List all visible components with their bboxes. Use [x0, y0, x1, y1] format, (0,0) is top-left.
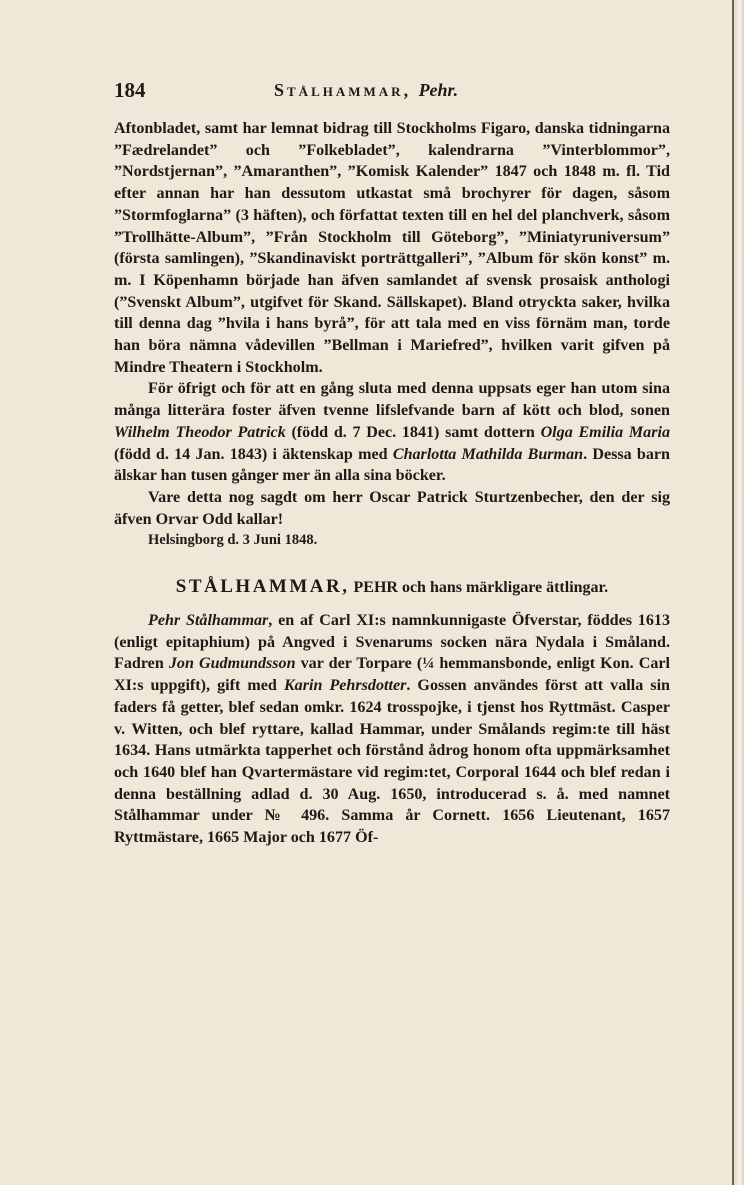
- section-title: [114, 574, 670, 600]
- page-number: 184: [114, 78, 146, 102]
- running-head-sep: ,: [403, 80, 419, 100]
- p2-wife-name: Charlotta Mathilda Burman: [392, 445, 584, 463]
- place-date: Helsingborg d. 3 Juni 1848.: [148, 532, 318, 549]
- p2-text-2: (född d. 7 Dec. 1841) samt dottern: [285, 423, 541, 441]
- page-edge: [732, 0, 744, 1185]
- running-head-name: Pehr.: [418, 80, 459, 100]
- p2-text-1: För öfrigt och för att en gång sluta med denna uppsats eger han utom sina många litterära foster äfven tvenne lifslefvande barn af kött och blod, sonen: [114, 380, 670, 420]
- p4-father-name: Jon Gudmundsson: [168, 655, 296, 673]
- p4-mother-name: Karin Pehrsdotter: [283, 677, 407, 695]
- section-title-rest: PEHR och hans märkligare ättlingar.: [349, 579, 609, 597]
- running-head: [274, 80, 458, 101]
- body-text: [114, 118, 670, 849]
- p4-pehr-name: Pehr Stålhammar: [148, 612, 269, 630]
- page-header: [114, 78, 670, 108]
- p2-daughter-name: Olga Emilia Maria: [540, 423, 671, 441]
- p4-text-3: . Gossen användes först att valla sin faders få getter, blef sedan omkr. 1624 trosspojke, i tjenst hos Ryttmäst. Casper v. Witten, och blef ryttare, kallad Hammar, under Smålands regim:te till häst 1634. Hans utmärkta tapperhet och förstånd ådrog honom ofta uppmärksamhet och 1640 blef han Qvartermästare vid regim:tet, Corporal 1644 och blef redan i denna beställning adlad d. 30 Aug. 1650, introducerad s. å. med namnet Stålhammar under № 496. Samma år Cornett. 1656 Lieutenant, 1657 Ryttmästare, 1665 Major och 1677 Öf-: [114, 677, 670, 847]
- paragraph-1: Aftonbladet, samt har lemnat bidrag till Stockholms Figaro, danska tidningarna ”Fædrelandet” och ”Folkebladet”, kalendrarna ”Vinterblommor”, ”Nordstjernan”, ”Amaranthen”, ”Komisk Kalender” 1847 och 1848 m. fl. Tid efter annan har han dessutom utkastat små brochyrer för dagen, såsom ”Stormfoglarna” (3 häften), och författat texten till en hel del planchverk, såsom ”Trollhätte-Album”, ”Från Stockholm till Göteborg”, ”Miniatyruniversum” (första samlingen), ”Skandinaviskt porträttgalleri”, ”Album för skön konst” m. m. I Köpenhamn började han äfven samlandet af svensk prosaisk anthologi (”Svenskt Album”, utgifvet för Skand. Sällskapet). Bland otryckta saker, hvilka till denna dag ”hvila i hans byrå”, för att tala med en viss förnäm man, torde han böra nämna vådevillen ”Bellman i Mariefred”, hvilken varit gifven på Mindre Theatern i Stockholm.: [114, 120, 670, 376]
- paragraph-3: Vare detta nog sagdt om herr Oscar Patrick Sturtzenbecher, den der sig äfven Orvar Odd kallar!: [114, 488, 670, 528]
- p2-text-4: . Dessa barn älskar han tusen gånger mer än alla sina böcker.: [114, 445, 670, 485]
- section-title-name: STÅLHAMMAR,: [175, 576, 350, 598]
- p2-son-name: Wilhelm Theodor Patrick: [114, 423, 286, 441]
- running-head-small: TÅLHAMMAR: [287, 84, 404, 99]
- p2-text-3: (född d. 14 Jan. 1843) i äktenskap med: [114, 445, 393, 463]
- p4-text-1: , en af Carl XI:s namnkunnigaste Öfverstar, föddes 1613 (enligt epitaphium) på Angved i Svenarums socken nära Nydala i Småland. Fadren: [114, 612, 670, 673]
- paragraph-2: [114, 378, 670, 487]
- paragraph-4: [114, 610, 670, 849]
- p4-text-2: var der Torpare (¼ hemmansbonde, enligt Kon. Carl XI:s uppgift), gift med: [114, 655, 670, 695]
- running-head-initial: S: [274, 80, 288, 100]
